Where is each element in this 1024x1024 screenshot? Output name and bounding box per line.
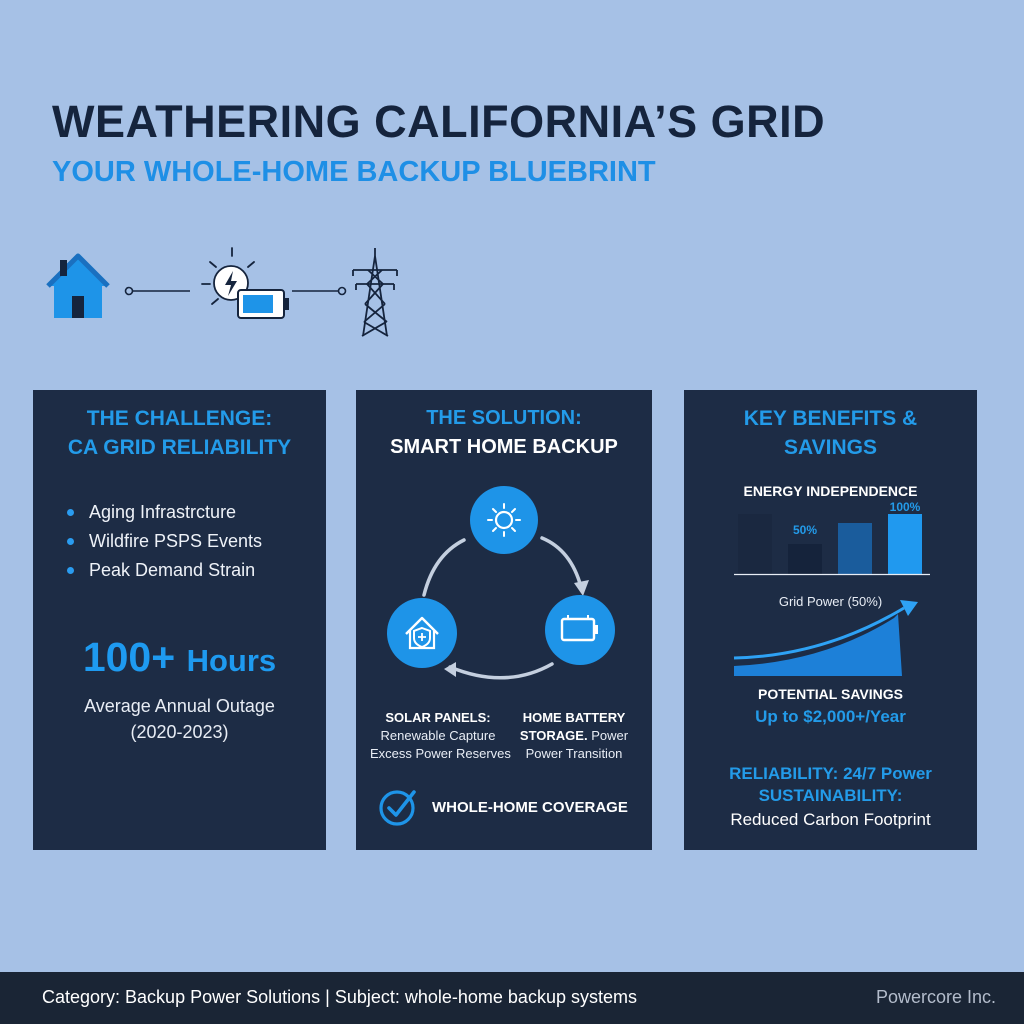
cycle-arrow-bottom (450, 664, 552, 678)
outage-years: (2020-2023) (130, 722, 229, 742)
connector-line-1 (126, 288, 191, 295)
sustainability-text: SUSTAINABILITY: (758, 786, 903, 805)
coverage-label: WHOLE-HOME COVERAGE (432, 799, 628, 816)
independence-bar-chart (734, 500, 930, 586)
benefits-panel (684, 390, 977, 850)
challenge-subtitle: CA GRID RELIABILITY (67, 436, 292, 459)
battery-label: HOME BATTERY STORAGE. Power Power Transition (519, 710, 629, 761)
challenge-title: THE CHALLENGE: (86, 407, 273, 430)
savings-label: POTENTIAL SAVINGS (758, 686, 903, 702)
check-circle-icon (381, 792, 414, 824)
energy-flow-diagram (40, 240, 420, 340)
savings-growth-chart (734, 600, 924, 680)
list-item: Peak Demand Strain (67, 556, 262, 585)
outage-number: 100+ (82, 634, 176, 680)
savings-value: Up to $2,000+/Year (755, 707, 906, 726)
bullet-icon (67, 538, 74, 545)
connector-line-2 (292, 288, 346, 295)
challenge-bullet-list (67, 498, 262, 585)
benefits-subtitle: SAVINGS (784, 436, 877, 459)
outage-unit: Hours (186, 643, 277, 678)
battery-icon (545, 595, 615, 665)
list-item: Aging Infrastrcture (67, 498, 262, 527)
solution-panel (356, 390, 652, 850)
outage-stat (33, 634, 326, 681)
benefits-title: KEY BENEFITS & (743, 407, 918, 430)
solution-subtitle: SMART HOME BACKUP (390, 436, 618, 458)
reliability-text: RELIABILITY: 24/7 Power (729, 764, 932, 783)
list-item: Wildfire PSPS Events (67, 527, 262, 556)
independence-label: ENERGY INDEPENDENCE (743, 483, 918, 499)
page-subtitle: YOUR WHOLE-HOME BACKUP BLUEBRINT (52, 156, 656, 188)
footer-bar (0, 972, 1024, 1024)
footer-brand: Powercore Inc. (875, 987, 996, 1007)
bar-2 (788, 544, 822, 574)
cycle-arrow-left (424, 540, 464, 595)
sun-battery-icon (202, 248, 289, 318)
bar-1 (738, 514, 772, 574)
challenge-panel (33, 390, 326, 850)
bar-4 (888, 514, 922, 574)
bullet-icon (67, 567, 74, 574)
house-icon (48, 256, 108, 318)
bar-label-4: 100% (889, 500, 921, 514)
bullet-icon (67, 509, 74, 516)
cycle-arrow-right (542, 538, 581, 587)
grid-power-label: Grid Power (50%) (778, 594, 883, 609)
bar-label-2: 50% (792, 523, 818, 537)
sun-icon (470, 486, 538, 554)
solution-cycle-diagram (356, 390, 652, 850)
carbon-text: Reduced Carbon Footprint (730, 810, 931, 829)
home-shield-icon (387, 598, 457, 668)
bar-3 (838, 523, 872, 574)
solution-title: THE SOLUTION: (426, 407, 582, 429)
power-tower-icon (353, 248, 397, 336)
footer-category: Category: Backup Power Solutions | Subject: whole-home backup systems (42, 987, 637, 1007)
page-title: WEATHERING CALIFORNIA’S GRID (52, 96, 826, 147)
outage-caption: Average Annual Outage (84, 696, 275, 716)
solar-label: SOLAR PANELS: Renewable Capture Excess Power Reserves (370, 710, 511, 761)
